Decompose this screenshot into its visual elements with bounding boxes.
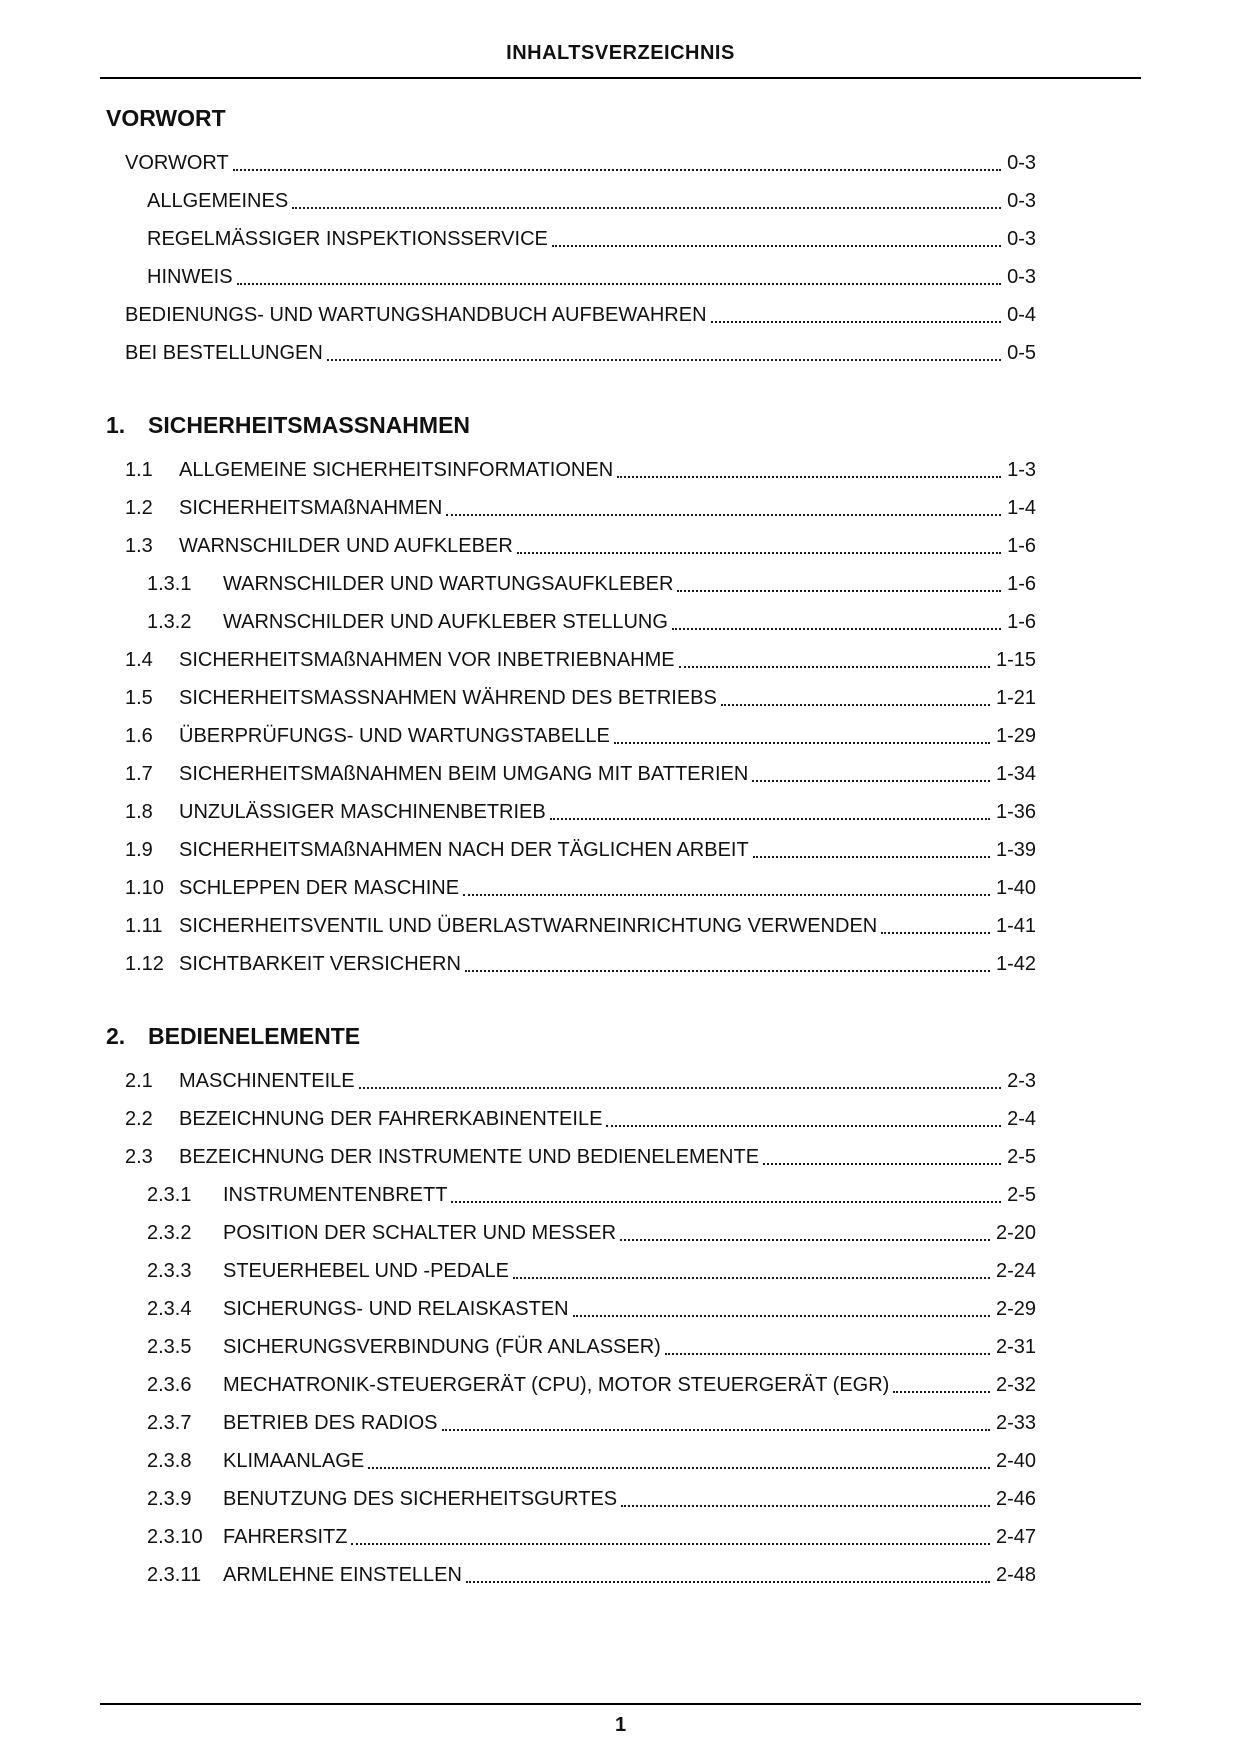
toc-entry-page: 1-41 (995, 915, 1036, 937)
toc-entry-page: 1-39 (995, 839, 1036, 861)
toc-entry-title: KLIMAANLAGE (223, 1450, 365, 1472)
toc-entry (125, 755, 1036, 793)
toc-entry-title: REGELMÄSSIGER INSPEKTIONSSERVICE (147, 228, 548, 250)
toc-entry-title: BEDIENUNGS- UND WARTUNGSHANDBUCH AUFBEWAHREN (125, 304, 707, 326)
toc-entry-page: 2-24 (995, 1260, 1036, 1282)
toc-entry (125, 296, 1036, 334)
toc-entry-page: 1-42 (995, 953, 1036, 975)
toc-entry-title: ALLGEMEINE SICHERHEITSINFORMATIONEN (179, 459, 614, 481)
toc-entry (125, 679, 1036, 717)
toc-entry-title: MECHATRONIK-STEUERGERÄT (CPU), MOTOR STEUERGERÄT (EGR) (223, 1374, 890, 1396)
dot-leader (672, 628, 1001, 630)
dot-leader (614, 742, 990, 744)
section-title: BEDIENELEMENTE (148, 1023, 361, 1049)
dot-leader (463, 894, 990, 896)
toc-entry-number: 1.12 (125, 953, 164, 975)
dot-leader (721, 704, 990, 706)
toc-entry-number: 2.3.9 (147, 1488, 192, 1510)
toc-entry-number: 2.3.11 (147, 1564, 202, 1586)
toc-entry-number: 1.10 (125, 877, 164, 899)
toc-entry-number: 2.3.6 (147, 1374, 192, 1396)
toc-entry-title: BETRIEB DES RADIOS (223, 1412, 438, 1434)
toc-entry-page: 0-4 (1007, 304, 1036, 326)
section-title: SICHERHEITSMASSNAHMEN (148, 412, 471, 438)
toc-entry-number: 1.3.2 (147, 611, 192, 633)
section-entries (100, 1062, 1141, 1594)
toc-entry (125, 945, 1036, 983)
toc-entry-page: 2-5 (1007, 1146, 1036, 1168)
toc-entry-number: 1.7 (125, 763, 153, 785)
section-heading (100, 105, 1141, 132)
toc-entry-number: 2.3.5 (147, 1336, 192, 1358)
toc-entry-page: 2-29 (995, 1298, 1036, 1320)
footer-page-number: 1 (614, 1714, 627, 1736)
dot-leader (517, 552, 1001, 554)
toc-entry-page: 0-3 (1007, 228, 1036, 250)
toc-entry (125, 831, 1036, 869)
toc-entry-number: 2.3.7 (147, 1412, 192, 1434)
toc-entry-title: BEZEICHNUNG DER INSTRUMENTE UND BEDIENELEMENTE (179, 1146, 760, 1168)
toc-entry-page: 1-21 (995, 687, 1036, 709)
dot-leader (617, 476, 1001, 478)
toc-entry-page: 1-40 (995, 877, 1036, 899)
toc-entry (125, 1252, 1036, 1290)
section-vorwort (100, 105, 1141, 372)
toc-entry-page: 1-6 (1007, 535, 1036, 557)
toc-entry-number: 2.3.1 (147, 1184, 192, 1206)
toc-entry-number: 1.8 (125, 801, 153, 823)
toc-entry-title: STEUERHEBEL UND -PEDALE (223, 1260, 509, 1282)
toc-entry (125, 489, 1036, 527)
dot-leader (893, 1391, 990, 1393)
toc-entry-page: 2-48 (995, 1564, 1036, 1586)
dot-leader (677, 590, 1001, 592)
toc-entry (125, 1100, 1036, 1138)
toc-entry-page: 2-47 (995, 1526, 1036, 1548)
toc-entry-number: 1.3.1 (147, 573, 192, 595)
toc-entry (125, 1518, 1036, 1556)
toc-entry (125, 907, 1036, 945)
dot-leader (679, 666, 990, 668)
dot-leader (606, 1125, 1001, 1127)
toc-entry-number: 1.2 (125, 497, 153, 519)
toc-entry (125, 1556, 1036, 1594)
toc-entry-page: 1-3 (1007, 459, 1036, 481)
dot-leader (621, 1505, 990, 1507)
toc-entry (125, 1480, 1036, 1518)
toc-entry (125, 869, 1036, 907)
dot-leader (513, 1277, 990, 1279)
toc-entry (125, 1290, 1036, 1328)
dot-leader (466, 1581, 990, 1583)
dot-leader (465, 970, 990, 972)
section-entries (100, 451, 1141, 983)
toc-entry-number: 2.3 (125, 1146, 153, 1168)
section-bedienelemente (100, 1023, 1141, 1594)
dot-leader (446, 514, 1001, 516)
toc-entry-title: BEI BESTELLUNGEN (125, 342, 323, 364)
dot-leader (620, 1239, 990, 1241)
dot-leader (752, 780, 990, 782)
toc-entry (125, 220, 1036, 258)
dot-leader (665, 1353, 990, 1355)
toc-entry-number: 1.5 (125, 687, 153, 709)
toc-entry-page: 1-6 (1007, 573, 1036, 595)
toc-entry-page: 1-6 (1007, 611, 1036, 633)
toc-entry-title: WARNSCHILDER UND AUFKLEBER STELLUNG (223, 611, 668, 633)
dot-leader (359, 1087, 1002, 1089)
toc-entry-page: 2-40 (995, 1450, 1036, 1472)
toc-entry-title: FAHRERSITZ (223, 1526, 348, 1548)
toc-entry-title: BENUTZUNG DES SICHERHEITSGURTES (223, 1488, 618, 1510)
toc-entry (125, 641, 1036, 679)
dot-leader (763, 1163, 1001, 1165)
toc-entry-title: WARNSCHILDER UND AUFKLEBER (179, 535, 513, 557)
toc-entry-page: 2-31 (995, 1336, 1036, 1358)
toc-entry-title: INSTRUMENTENBRETT (223, 1184, 448, 1206)
toc-entry (125, 1138, 1036, 1176)
toc-entry-page: 0-3 (1007, 152, 1036, 174)
section-sicherheitsmassnahmen (100, 412, 1141, 983)
section-number: 1. (106, 412, 126, 438)
toc-entry-number: 1.3 (125, 535, 153, 557)
toc-entry (125, 258, 1036, 296)
dot-leader (711, 321, 1002, 323)
toc-entry-title: SICHERHEITSMASSNAHMEN WÄHREND DES BETRIEBS (179, 687, 717, 709)
toc-entry-number: 1.6 (125, 725, 153, 747)
toc-entry-title: SICHERHEITSVENTIL UND ÜBERLASTWARNEINRICHTUNG VERWENDEN (179, 915, 878, 937)
toc-entry-number: 2.3.4 (147, 1298, 192, 1320)
toc-entry (125, 717, 1036, 755)
toc-entry (125, 144, 1036, 182)
toc-entry-title: SICHERHEITSMAßNAHMEN BEIM UMGANG MIT BATTERIEN (179, 763, 749, 785)
section-heading (100, 1023, 1141, 1050)
dot-leader (550, 818, 990, 820)
toc-entry-title: SICHERUNGSVERBINDUNG (FÜR ANLASSER) (223, 1336, 661, 1358)
toc-entry-page: 1-36 (995, 801, 1036, 823)
toc-entry-title: SICHERHEITSMAßNAHMEN (179, 497, 443, 519)
toc-entry-page: 2-3 (1007, 1070, 1036, 1092)
toc-entry-page: 2-33 (995, 1412, 1036, 1434)
dot-leader (292, 207, 1001, 209)
section-heading (100, 412, 1141, 439)
toc-entry-number: 2.3.2 (147, 1222, 192, 1244)
toc-entry-title: SCHLEPPEN DER MASCHINE (179, 877, 460, 899)
section-entries (100, 144, 1141, 372)
toc-entry-title: ARMLEHNE EINSTELLEN (223, 1564, 462, 1586)
toc-entry-page: 1-15 (995, 649, 1036, 671)
toc-entry (125, 793, 1036, 831)
toc-entry-page: 1-4 (1007, 497, 1036, 519)
toc-entry-page: 2-5 (1007, 1184, 1036, 1206)
toc-entry-title: SICHERHEITSMAßNAHMEN NACH DER TÄGLICHEN ARBEIT (179, 839, 749, 861)
toc-entry-number: 2.3.3 (147, 1260, 192, 1282)
dot-leader (351, 1543, 990, 1545)
toc-entry-title: POSITION DER SCHALTER UND MESSER (223, 1222, 617, 1244)
dot-leader (368, 1467, 990, 1469)
toc-entry (125, 1328, 1036, 1366)
toc-entry-title: HINWEIS (147, 266, 233, 288)
toc-entry-title: WARNSCHILDER UND WARTUNGSAUFKLEBER (223, 573, 674, 595)
dot-leader (552, 245, 1001, 247)
toc-entry (125, 1062, 1036, 1100)
page-footer (100, 1703, 1141, 1755)
toc-entry-page: 2-32 (995, 1374, 1036, 1396)
toc-entry-title: ALLGEMEINES (147, 190, 289, 212)
toc-entry-number: 1.11 (125, 915, 163, 937)
toc-entry-number: 2.1 (125, 1070, 153, 1092)
toc-entry-page: 1-34 (995, 763, 1036, 785)
page-header (100, 42, 1141, 79)
toc-entry-title: ÜBERPRÜFUNGS- UND WARTUNGSTABELLE (179, 725, 610, 747)
toc-entry (125, 603, 1036, 641)
dot-leader (237, 283, 1002, 285)
dot-leader (753, 856, 990, 858)
dot-leader (573, 1315, 990, 1317)
toc-entry (125, 1442, 1036, 1480)
toc-entry-title: BEZEICHNUNG DER FAHRERKABINENTEILE (179, 1108, 603, 1130)
toc-entry (125, 1366, 1036, 1404)
toc-entry-number: 2.3.8 (147, 1450, 192, 1472)
toc-entry-number: 2.3.10 (147, 1526, 203, 1548)
toc-entry-title: SICHERUNGS- UND RELAISKASTEN (223, 1298, 569, 1320)
toc-entry (125, 182, 1036, 220)
toc-entry-page: 1-29 (995, 725, 1036, 747)
toc-entry (125, 527, 1036, 565)
toc-entry-title: MASCHINENTEILE (179, 1070, 355, 1092)
toc-entry-page: 0-3 (1007, 190, 1036, 212)
dot-leader (451, 1201, 1001, 1203)
dot-leader (327, 359, 1001, 361)
toc-entry (125, 1404, 1036, 1442)
toc-entry-page: 2-20 (995, 1222, 1036, 1244)
toc-entry (125, 565, 1036, 603)
dot-leader (233, 169, 1001, 171)
toc-entry-title: SICHERHEITSMAßNAHMEN VOR INBETRIEBNAHME (179, 649, 675, 671)
document-title: INHALTSVERZEICHNIS (506, 42, 735, 64)
toc-entry-page: 2-4 (1007, 1108, 1036, 1130)
toc-entry-number: 1.4 (125, 649, 153, 671)
toc-entry-number: 2.2 (125, 1108, 153, 1130)
section-title: VORWORT (106, 105, 226, 131)
toc-entry-number: 1.1 (125, 459, 153, 481)
toc-entry-page: 2-46 (995, 1488, 1036, 1510)
toc-entry-number: 1.9 (125, 839, 153, 861)
toc-entry (125, 334, 1036, 372)
dot-leader (442, 1429, 990, 1431)
toc-entry (125, 451, 1036, 489)
toc-entry (125, 1214, 1036, 1252)
toc-entry-title: UNZULÄSSIGER MASCHINENBETRIEB (179, 801, 546, 823)
toc-entry (125, 1176, 1036, 1214)
toc-entry-page: 0-3 (1007, 266, 1036, 288)
section-number: 2. (106, 1023, 126, 1049)
toc-entry-page: 0-5 (1007, 342, 1036, 364)
dot-leader (881, 932, 990, 934)
toc-entry-title: VORWORT (125, 152, 229, 174)
toc-entry-title: SICHTBARKEIT VERSICHERN (179, 953, 461, 975)
